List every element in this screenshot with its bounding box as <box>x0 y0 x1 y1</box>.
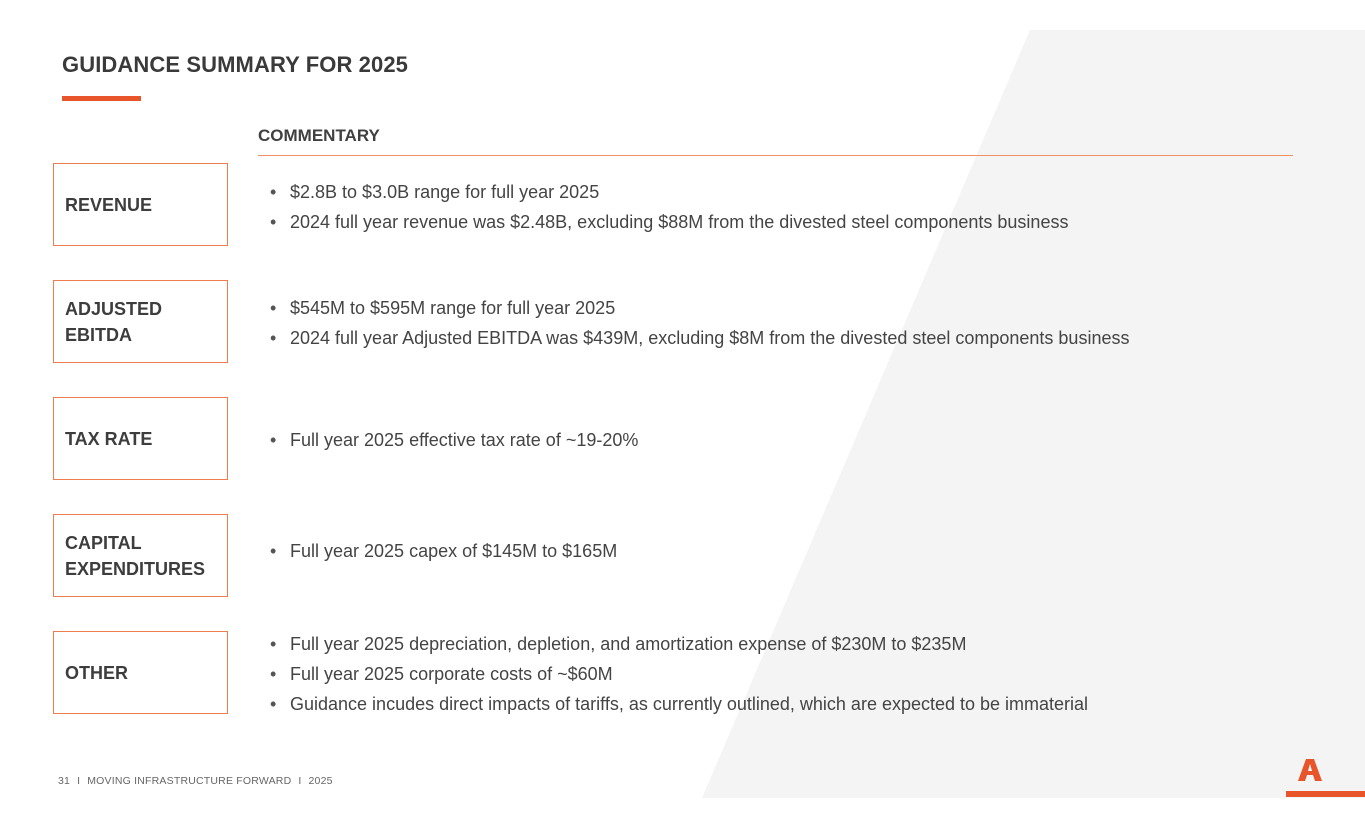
footer-tagline: MOVING INFRASTRUCTURE FORWARD <box>87 775 292 787</box>
footer-separator: I <box>77 775 81 787</box>
category-tax-rate <box>53 397 228 480</box>
bullet-item: • Guidance incudes direct impacts of tariffs, as currently outlined, which are expected to be immaterial <box>268 689 1088 719</box>
category-label: CAPITAL EXPENDITURES <box>65 532 206 579</box>
category-adjusted-ebitda <box>53 280 228 363</box>
category-other <box>53 631 228 714</box>
commentary-header: COMMENTARY <box>258 126 380 145</box>
footer-year: 2025 <box>308 775 333 787</box>
capital-expenditures-commentary <box>268 536 617 566</box>
bullet-item: • Full year 2025 effective tax rate of ~19-20% <box>268 425 638 455</box>
bullet-item: • Full year 2025 corporate costs of ~$60M <box>268 659 1088 689</box>
bullet-item: • 2024 full year Adjusted EBITDA was $439M, excluding $8M from the divested steel components business <box>268 323 1129 353</box>
category-label: TAX RATE <box>65 428 153 449</box>
category-label: OTHER <box>65 662 128 683</box>
page-title: GUIDANCE SUMMARY FOR 2025 <box>62 52 409 77</box>
page-number: 31 <box>58 775 71 787</box>
bullet-item: • $545M to $595M range for full year 2025 <box>268 293 1129 323</box>
category-revenue <box>53 163 228 246</box>
bullet-item: • $2.8B to $3.0B range for full year 2025 <box>268 177 1068 207</box>
company-logo-icon <box>1284 757 1365 799</box>
title-accent-bar <box>62 96 141 101</box>
footer-separator: I <box>298 775 302 787</box>
bullet-item: • 2024 full year revenue was $2.48B, excluding $88M from the divested steel components business <box>268 207 1068 237</box>
other-commentary <box>268 629 1088 719</box>
tax-rate-commentary <box>268 425 638 455</box>
footer <box>58 775 333 787</box>
category-label: ADJUSTED EBITDA <box>65 298 163 345</box>
adjusted-ebitda-commentary <box>268 293 1129 353</box>
category-capital-expenditures <box>53 514 228 597</box>
revenue-commentary <box>268 177 1068 237</box>
bullet-item: • Full year 2025 capex of $145M to $165M <box>268 536 617 566</box>
bullet-item: • Full year 2025 depreciation, depletion, and amortization expense of $230M to $235M <box>268 629 1088 659</box>
category-label: REVENUE <box>65 194 153 215</box>
commentary-divider <box>258 155 1293 156</box>
